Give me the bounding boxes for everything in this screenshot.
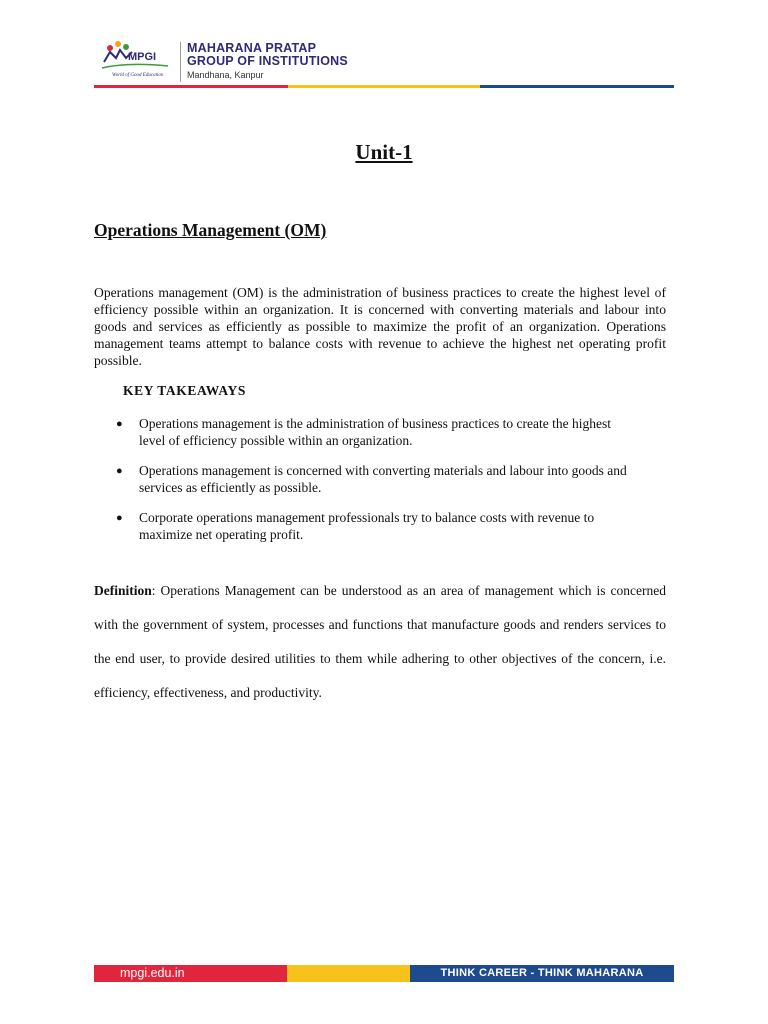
key-takeaways-heading: KEY TAKEAWAYS bbox=[123, 383, 246, 398]
list-item bbox=[94, 510, 639, 543]
list-item-text: Operations management is the administration of business practices to create the highest level of efficiency possible within an organization. bbox=[139, 416, 611, 448]
list-item-text: Operations management is concerned with converting materials and labour into goods and services as efficiently as possible. bbox=[139, 463, 627, 495]
list-item bbox=[94, 463, 639, 496]
institution-name-line1: MAHARANA PRATAP bbox=[187, 41, 317, 55]
logo-divider bbox=[180, 42, 181, 82]
list-item-text: Corporate operations management professionals try to balance costs with revenue to maximize net operating profit. bbox=[139, 510, 595, 542]
bullet-icon: ● bbox=[116, 465, 123, 477]
definition-text: : Operations Management can be understood as an area of management which is concerned with the government of system, processes and functions that manufacture goods and renders services to the end user, to provide desired utilities to them while adhering to other objectives of the concern, i.e. efficiency, effectiveness, and productivity. bbox=[94, 583, 666, 700]
header-bar-red bbox=[94, 85, 288, 88]
footer-yellow-segment bbox=[287, 965, 410, 982]
bullet-icon: ● bbox=[116, 512, 123, 524]
institution-name bbox=[187, 42, 348, 68]
svg-text:MPGI: MPGI bbox=[128, 51, 157, 63]
footer-bar bbox=[94, 965, 674, 982]
footer-website: mpgi.edu.in bbox=[120, 966, 185, 980]
header-bar-blue bbox=[480, 85, 674, 88]
unit-title: Unit-1 bbox=[355, 140, 413, 164]
mpgi-logo-icon bbox=[98, 40, 172, 80]
definition-label: Definition bbox=[94, 583, 152, 598]
section-title: Operations Management (OM) bbox=[94, 220, 327, 240]
key-takeaways-list bbox=[94, 416, 666, 557]
institution-header bbox=[94, 36, 674, 88]
svg-text:World of Good Education: World of Good Education bbox=[112, 73, 164, 78]
definition-paragraph bbox=[94, 574, 666, 710]
footer-blue-segment bbox=[410, 965, 674, 982]
mpgi-logo bbox=[98, 40, 172, 80]
institution-name-line2: GROUP OF INSTITUTIONS bbox=[187, 54, 348, 68]
institution-location: Mandhana, Kanpur bbox=[187, 70, 264, 80]
bullet-icon: ● bbox=[116, 418, 123, 430]
footer-tagline: THINK CAREER - THINK MAHARANA bbox=[440, 967, 644, 979]
header-color-bar bbox=[94, 85, 674, 88]
list-item bbox=[94, 416, 639, 449]
intro-paragraph: Operations management (OM) is the administration of business practices to create the highest level of efficiency possible within an organization. It is concerned with converting materials and labour into goods and services as efficiently as possible to maximize the profit of an organization. Operations management teams attempt to balance costs with revenue to achieve the highest net operating profit possible. bbox=[94, 285, 666, 368]
header-bar-yellow bbox=[288, 85, 480, 88]
footer-red-segment bbox=[94, 965, 287, 982]
